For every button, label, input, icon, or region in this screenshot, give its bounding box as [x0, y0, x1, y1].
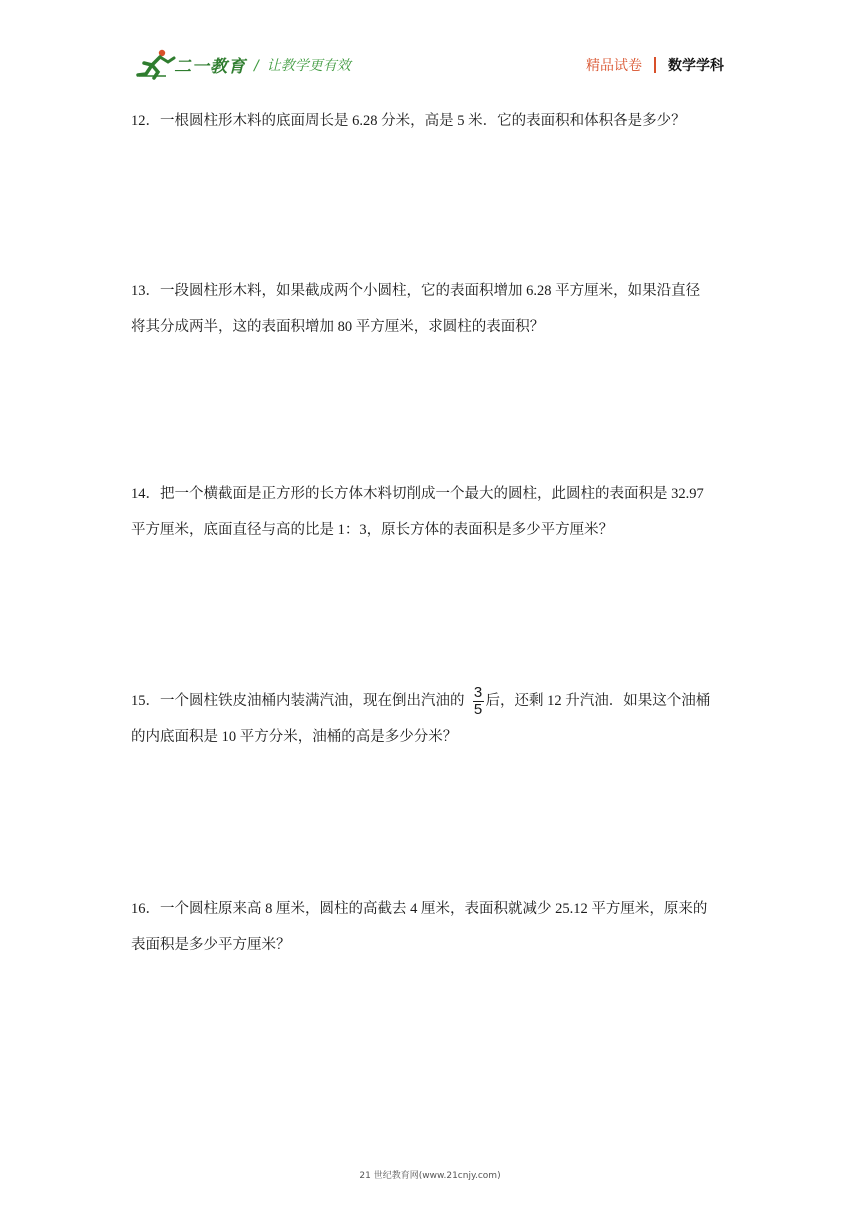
question-line: [131, 891, 731, 927]
question-line: [131, 103, 731, 139]
question-text: 后，还剩 12 升汽油．如果这个油桶: [485, 693, 711, 709]
subject-tag: 数学学科: [668, 58, 724, 74]
question-13: [131, 273, 731, 345]
runner-icon: [136, 48, 176, 80]
question-number: 13．: [131, 283, 160, 299]
question-number: 14．: [131, 486, 160, 502]
question-line: [131, 927, 731, 963]
question-text: 平方厘米，底面直径与高的比是 1：3，原长方体的表面积是多少平方厘米？: [131, 522, 614, 538]
slogan: [254, 55, 351, 75]
question-12: [131, 103, 731, 139]
question-line: [131, 719, 731, 755]
fraction-numerator: 3: [473, 684, 483, 702]
question-text: 的内底面积是 10 平方分米，油桶的高是多少分米？: [131, 729, 458, 745]
slogan-slash: /: [254, 58, 259, 74]
question-number: 12．: [131, 113, 160, 129]
premium-tag: 精品试卷: [586, 58, 642, 74]
question-line: [131, 683, 731, 719]
fraction-denominator: 5: [473, 701, 483, 719]
question-text: 把一个横截面是正方形的长方体木料切削成一个最大的圆柱，此圆柱的表面积是 32.97: [160, 486, 704, 502]
question-text: 一个圆柱原来高 8 厘米，圆柱的高截去 4 厘米，表面积就减少 25.12 平方厘米，原来的: [160, 901, 708, 917]
question-line: [131, 476, 731, 512]
question-line: [131, 309, 731, 345]
tag-divider: [654, 57, 656, 73]
header-tags: [586, 55, 724, 75]
question-text: 表面积是多少平方厘米？: [131, 937, 291, 953]
page-footer: 21 世纪教育网(www.21cnjy.com): [359, 1171, 501, 1181]
question-15: [131, 683, 731, 755]
fraction: [473, 685, 484, 718]
question-number: 16．: [131, 901, 160, 917]
question-text: 将其分成两半，这的表面积增加 80 平方厘米，求圆柱的表面积？: [131, 319, 545, 335]
question-number: 15．: [131, 693, 160, 709]
question-14: [131, 476, 731, 548]
slogan-text: 让教学更有效: [266, 58, 351, 74]
question-16: [131, 891, 731, 963]
question-line: [131, 273, 731, 309]
question-text: 一个圆柱铁皮油桶内装满汽油，现在倒出汽油的: [160, 693, 465, 709]
question-text: 一根圆柱形木料的底面周长是 6.28 分米，高是 5 米．它的表面积和体积各是多少？: [160, 113, 686, 129]
question-text: 一段圆柱形木料，如果截成两个小圆柱，它的表面积增加 6.28 平方厘米，如果沿直径: [160, 283, 701, 299]
brand-name: 二一教育: [174, 57, 246, 77]
question-line: [131, 512, 731, 548]
page-header: [0, 0, 860, 90]
